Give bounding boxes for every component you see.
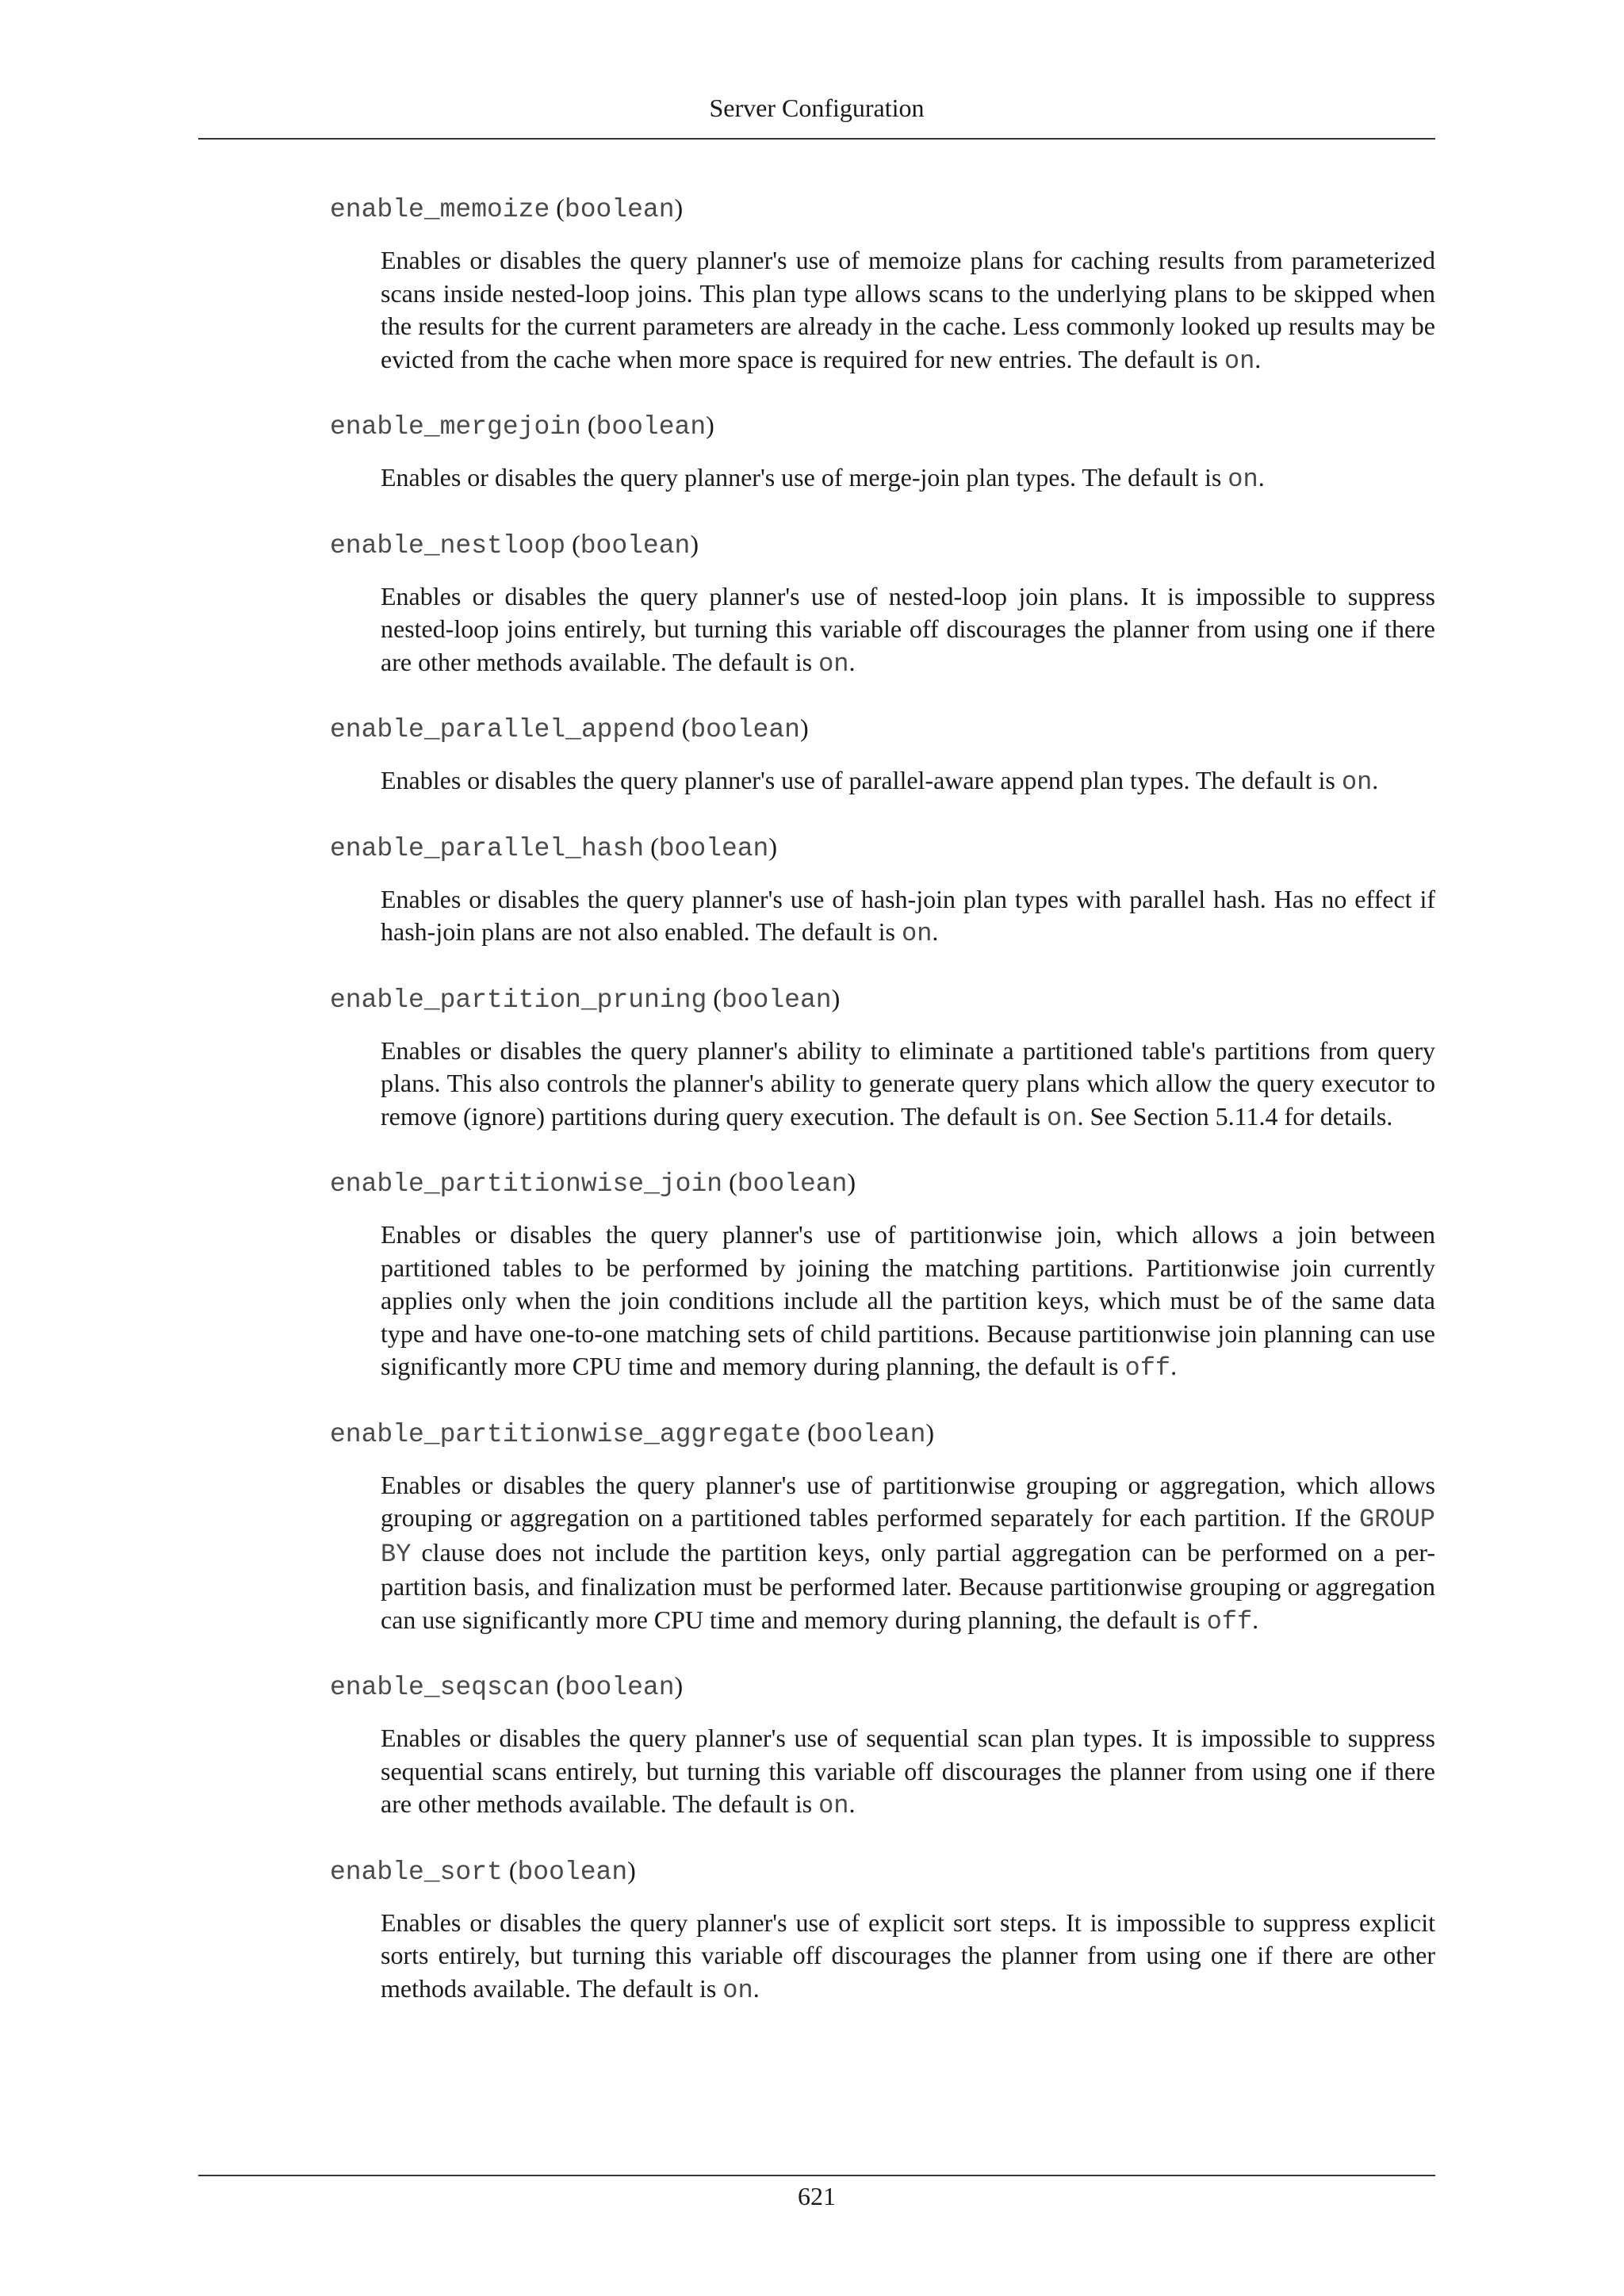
description-text: . — [1258, 463, 1265, 492]
inline-code: on — [818, 1791, 849, 1820]
description-text: . — [848, 1789, 856, 1818]
description-text: Enables or disables the query planner's use of merge-join plan types. The default is — [381, 463, 1228, 492]
variable-type: (boolean) — [556, 193, 684, 224]
variable-term — [330, 1414, 1435, 1452]
description-text: Enables or disables the query planner's use of memoize plans for caching results from parameterized scans inside nested-loop joins. This plan type allows scans to the underlying plans to be skipped when the results for the current parameters are already in the cache. Less commonly looked up results may be evicted from the cache when more space is required for new entries. The default is — [381, 246, 1435, 373]
description-text: Enables or disables the query planner's use of nested-loop join plans. It is impossible to suppress nested-loop joins entirely, but turning this variable off discourages the planner from using one if there are other methods available. The default is — [381, 581, 1435, 676]
inline-code: off — [1206, 1606, 1253, 1636]
description-text: . — [1170, 1352, 1178, 1380]
header-rule — [198, 138, 1435, 140]
variable-type-value: boolean — [690, 715, 800, 744]
variable-description — [381, 461, 1435, 496]
page-number: 621 — [798, 2182, 836, 2210]
description-text: Enables or disables the query planner's ability to eliminate a partitioned table's partitions from query plans. This also controls the planner's ability to generate query plans which allow the query executor to remove (ignore) partitions during query execution. The default is — [381, 1035, 1435, 1131]
variable-name: enable_parallel_append — [330, 715, 676, 744]
description-text: Enables or disables the query planner's use of parallel-aware append plan types. The default is — [381, 766, 1342, 794]
variable-term — [330, 979, 1435, 1017]
inline-code: GROUP BY — [381, 1505, 1435, 1569]
variable-term — [330, 1163, 1435, 1201]
variable-type: (boolean) — [572, 529, 699, 561]
variable-term — [330, 525, 1435, 563]
variable-name: enable_nestloop — [330, 530, 566, 561]
variable-name: enable_seqscan — [330, 1673, 550, 1702]
footer-rule — [198, 2175, 1435, 2176]
running-header: Server Configuration — [709, 94, 925, 122]
inline-code: on — [1224, 346, 1255, 376]
variable-name: enable_memoize — [330, 195, 550, 224]
variable-type-value: boolean — [721, 985, 832, 1015]
variable-name: enable_mergejoin — [330, 412, 581, 442]
variable-type: (boolean) — [729, 1168, 856, 1199]
variable-type-value: boolean — [596, 412, 707, 442]
variable-type: (boolean) — [556, 1671, 684, 1702]
variable-type-value: boolean — [517, 1857, 628, 1887]
variable-type: (boolean) — [650, 832, 778, 863]
variable-description — [381, 1469, 1435, 1639]
variable-list — [198, 189, 1435, 2035]
description-text: . See Section 5.11.4 for details. — [1077, 1101, 1393, 1131]
description-text: clause does not include the partition keys, only partial aggregation can be performed on a per-partition basis, and finalization must be performed later. Because partitionwise grouping or aggregation can use significantly more CPU time and memory during planning, the default is — [381, 1537, 1435, 1634]
variable-type-value: boolean — [564, 1673, 675, 1702]
variable-description — [381, 764, 1435, 799]
description-text: . — [932, 917, 939, 946]
variable-type: (boolean) — [587, 411, 714, 442]
description-text: . — [848, 647, 856, 676]
variable-term — [330, 709, 1435, 747]
description-text: Enables or disables the query planner's use of explicit sort steps. It is impossible to suppress explicit sorts entirely, but turning this variable off discourages the planner from using one if there are other methods available. The default is — [381, 1908, 1435, 2003]
variable-term — [330, 189, 1435, 227]
variable-type: (boolean) — [713, 983, 841, 1015]
inline-code: on — [1341, 767, 1373, 797]
variable-type: (boolean) — [807, 1418, 935, 1449]
variable-description — [381, 244, 1435, 377]
variable-name: enable_partition_pruning — [330, 985, 707, 1015]
inline-code: on — [902, 919, 933, 948]
inline-code: on — [1228, 465, 1258, 494]
description-text: . — [1252, 1605, 1259, 1634]
description-text: Enables or disables the query planner's use of partitionwise grouping or aggregation, which allows grouping or aggregation on a partitioned tables performed separately for each partition. If the — [381, 1470, 1435, 1532]
inline-code: off — [1124, 1353, 1171, 1383]
description-text: Enables or disables the query planner's use of partitionwise join, which allows a join between partitioned tables to be performed by joining the matching partitions. Partitionwise join currently applies only when the join conditions include all the partition keys, which must be of the same data type and have one-to-one matching sets of child partitions. Because partitionwise join planning can use significantly more CPU time and memory during planning, the default is — [381, 1220, 1435, 1380]
variable-name: enable_partitionwise_join — [330, 1169, 723, 1199]
variable-description — [381, 1722, 1435, 1823]
variable-description — [381, 1035, 1435, 1135]
inline-code: on — [722, 1975, 753, 2005]
description-text: . — [1254, 344, 1262, 373]
variable-term — [330, 1667, 1435, 1705]
variable-type: (boolean) — [681, 714, 809, 744]
description-text: Enables or disables the query planner's use of hash-join plan types with parallel hash. Has no effect if hash-join plans are not also enabled. The default is — [381, 884, 1435, 946]
variable-type-value: boolean — [737, 1169, 848, 1199]
variable-type-value: boolean — [815, 1419, 926, 1449]
variable-type-value: boolean — [564, 195, 675, 224]
variable-term — [330, 406, 1435, 444]
description-text: . — [753, 1973, 760, 2003]
variable-description — [381, 1219, 1435, 1385]
variable-name: enable_partitionwise_aggregate — [330, 1419, 802, 1449]
variable-type-value: boolean — [658, 833, 769, 863]
variable-type-value: boolean — [580, 530, 691, 561]
variable-description — [381, 883, 1435, 951]
variable-term — [330, 828, 1435, 866]
inline-code: on — [818, 649, 849, 679]
description-text: Enables or disables the query planner's use of sequential scan plan types. It is impossible to suppress sequential scans entirely, but turning this variable off discourages the planner from using one if there are other methods available. The default is — [381, 1724, 1435, 1818]
variable-description — [381, 580, 1435, 681]
variable-description — [381, 1907, 1435, 2007]
inline-code: on — [1047, 1103, 1078, 1133]
variable-name: enable_parallel_hash — [330, 833, 645, 863]
variable-term — [330, 1851, 1435, 1889]
variable-name: enable_sort — [330, 1857, 503, 1887]
variable-type: (boolean) — [508, 1855, 636, 1887]
description-text: . — [1372, 766, 1379, 794]
